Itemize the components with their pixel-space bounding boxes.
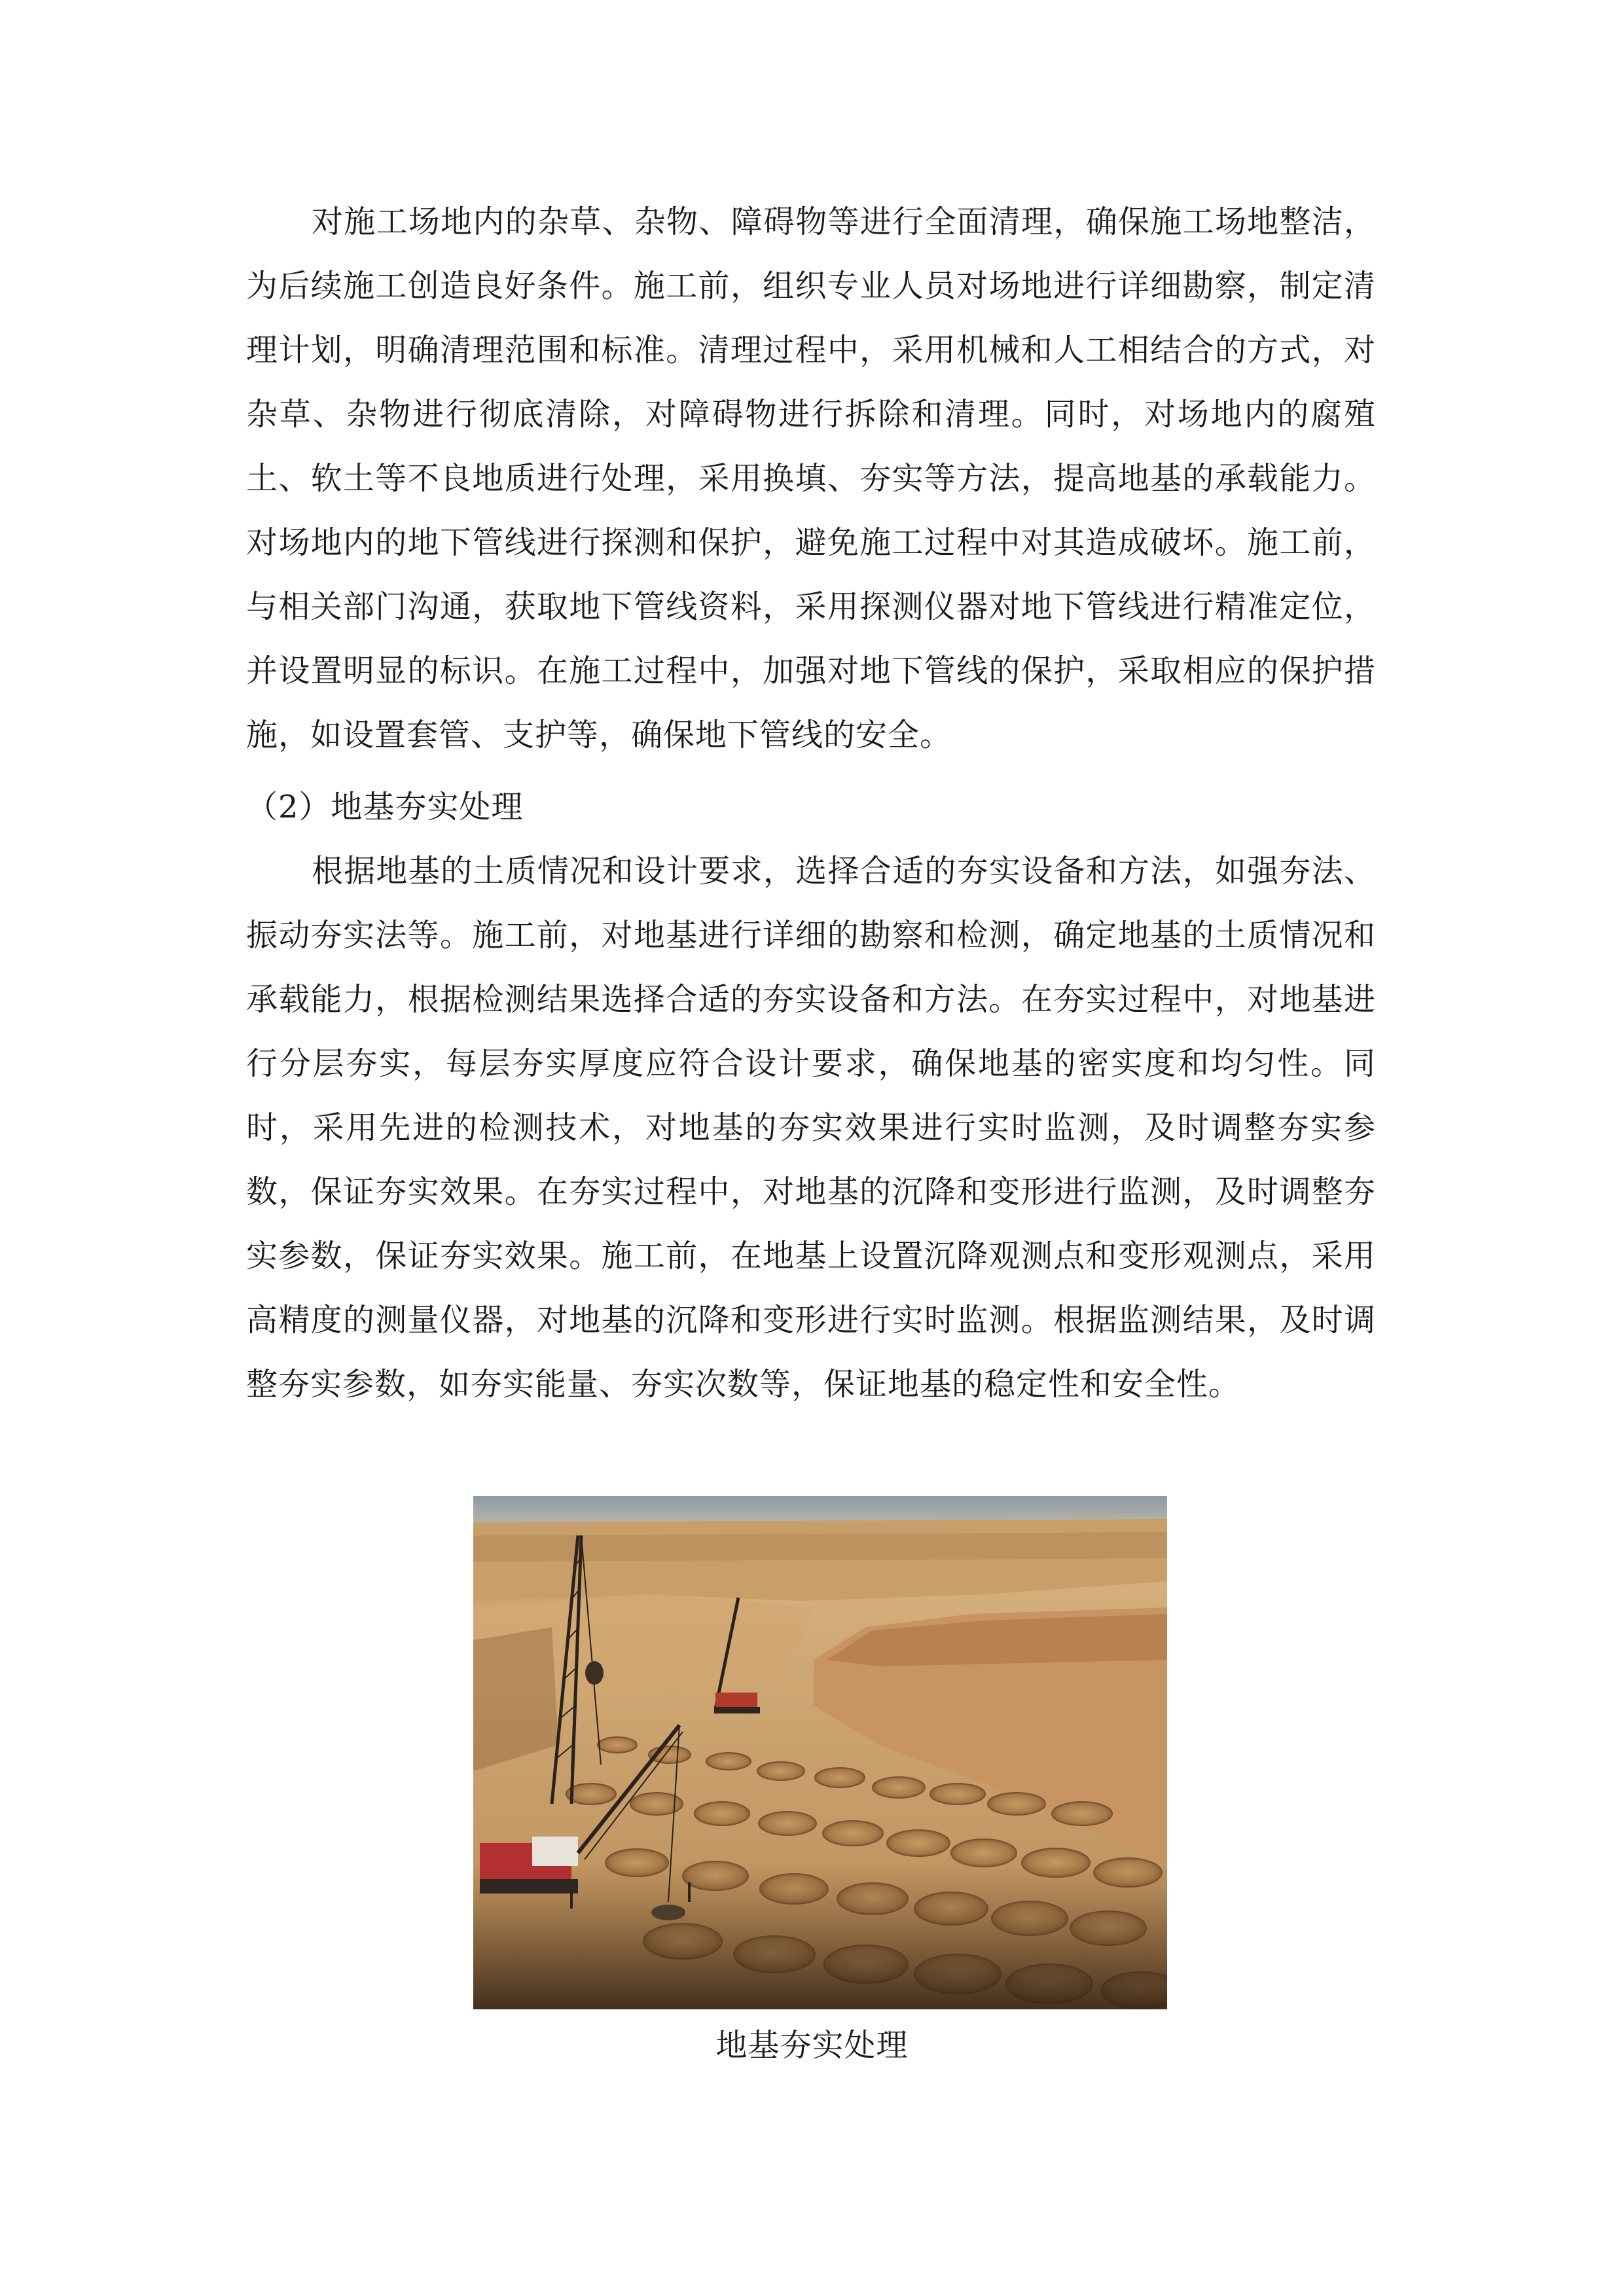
document-body <box>246 190 1376 1416</box>
figure-caption: 地基夯实处理 <box>715 2027 909 2064</box>
foundation-compaction-photo <box>473 1496 1167 2009</box>
intro-paragraph: 对施工场地内的杂草、杂物、障碍物等进行全面清理，确保施工场地整洁，为后续施工创造良好条件。施工前，组织专业人员对场地进行详细勘察，制定清理计划，明确清理范围和标准。清理过程中，采用机械和人工相结合的方式，对杂草、杂物进行彻底清除，对障碍物进行拆除和清理。同时，对场地内的腐殖土、软土等不良地质进行处理，采用换填、夯实等方法，提高地基的承载能力。对场地内的地下管线进行探测和保护，避免施工过程中对其造成破坏。施工前，与相关部门沟通，获取地下管线资料，采用探测仪器对地下管线进行精准定位，并设置明显的标识。在施工过程中，加强对地下管线的保护，采取相应的保护措施，如设置套管、支护等，确保地下管线的安全。 <box>246 204 1376 753</box>
section-paragraph: 根据地基的土质情况和设计要求，选择合适的夯实设备和方法，如强夯法、振动夯实法等。施工前，对地基进行详细的勘察和检测，确定地基的土质情况和承载能力，根据检测结果选择合适的夯实设备和方法。在夯实过程中，对地基进行分层夯实，每层夯实厚度应符合设计要求，确保地基的密实度和均匀性。同时，采用先进的检测技术，对地基的夯实效果进行实时监测，及时调整夯实参数，保证夯实效果。在夯实过程中，对地基的沉降和变形进行监测，及时调整夯实参数，保证夯实效果。施工前，在地基上设置沉降观测点和变形观测点，采用高精度的测量仪器，对地基的沉降和变形进行实时监测。根据监测结果，及时调整夯实参数，如夯实能量、夯实次数等，保证地基的稳定性和安全性。 <box>246 853 1376 1403</box>
section-heading: （2）地基夯实处理 <box>246 789 524 825</box>
